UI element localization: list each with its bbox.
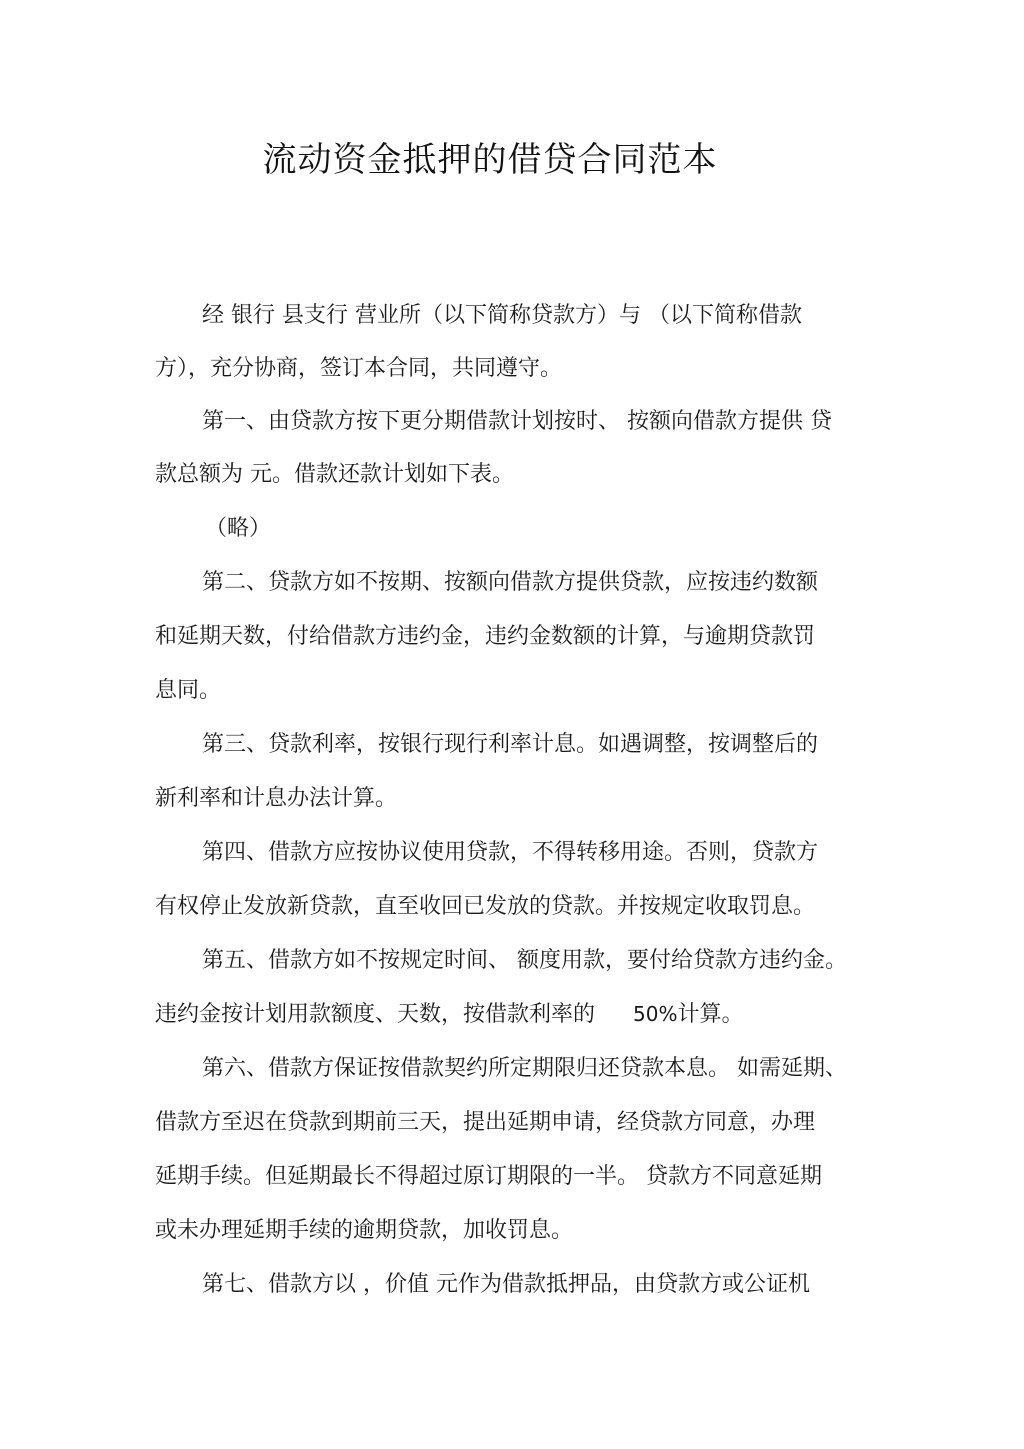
paragraph-line: 新利率和计息办法计算。 xyxy=(155,786,398,811)
paragraph-line: （略） xyxy=(205,516,272,541)
paragraph-line: 第七、借款方以 ，价值 元作为借款抵押品，由贷款方或公证机 xyxy=(202,1272,810,1297)
paragraph-line: 或未办理延期手续的逾期贷款，加收罚息。 xyxy=(155,1218,574,1243)
document-title: 流动资金抵押的借贷合同范本 xyxy=(262,140,718,180)
paragraph-line: 经 银行 县支行 营业所（以下简称贷款方）与 （以下简称借款 xyxy=(202,303,802,328)
paragraph-line: 和延期天数，付给借款方违约金，违约金数额的计算，与逾期贷款罚 xyxy=(155,624,816,649)
paragraph-line: 第一、由贷款方按下更分期借款计划按时、 按额向借款方提供 贷 xyxy=(202,409,832,434)
paragraph-line: 第四、借款方应按协议使用贷款，不得转移用途。否则，贷款方 xyxy=(202,840,819,865)
paragraph-line: 款总额为 元。借款还款计划如下表。 xyxy=(155,462,514,487)
paragraph-line: 第五、借款方如不按规定时间、 额度用款，要付给贷款方违约金。 xyxy=(202,948,847,973)
paragraph-line-text: 违约金按计划用款额度、天数，按借款利率的 xyxy=(155,1002,596,1027)
paragraph-line: 有权停止发放新贷款，直至收回已发放的贷款。并按规定收取罚息。 xyxy=(155,894,816,919)
paragraph-line: 第二、贷款方如不按期、按额向借款方提供贷款，应按违约数额 xyxy=(202,570,819,595)
percent-value: 50% xyxy=(633,1002,678,1026)
paragraph-line: 延期手续。但延期最长不得超过原订期限的一半。 贷款方不同意延期 xyxy=(155,1164,822,1189)
paragraph-line: 息同。 xyxy=(155,678,222,703)
paragraph-line xyxy=(155,1004,743,1026)
paragraph-line: 第三、贷款利率，按银行现行利率计息。如遇调整，按调整后的 xyxy=(202,732,819,757)
paragraph-line: 借款方至迟在贷款到期前三天，提出延期申请，经贷款方同意，办理 xyxy=(155,1110,816,1135)
paragraph-line: 第六、借款方保证按借款契约所定期限归还贷款本息。 如需延期、 xyxy=(202,1056,847,1081)
paragraph-line-tail: 计算。 xyxy=(677,1002,744,1027)
paragraph-line: 方），充分协商，签订本合同，共同遵守。 xyxy=(155,356,563,381)
